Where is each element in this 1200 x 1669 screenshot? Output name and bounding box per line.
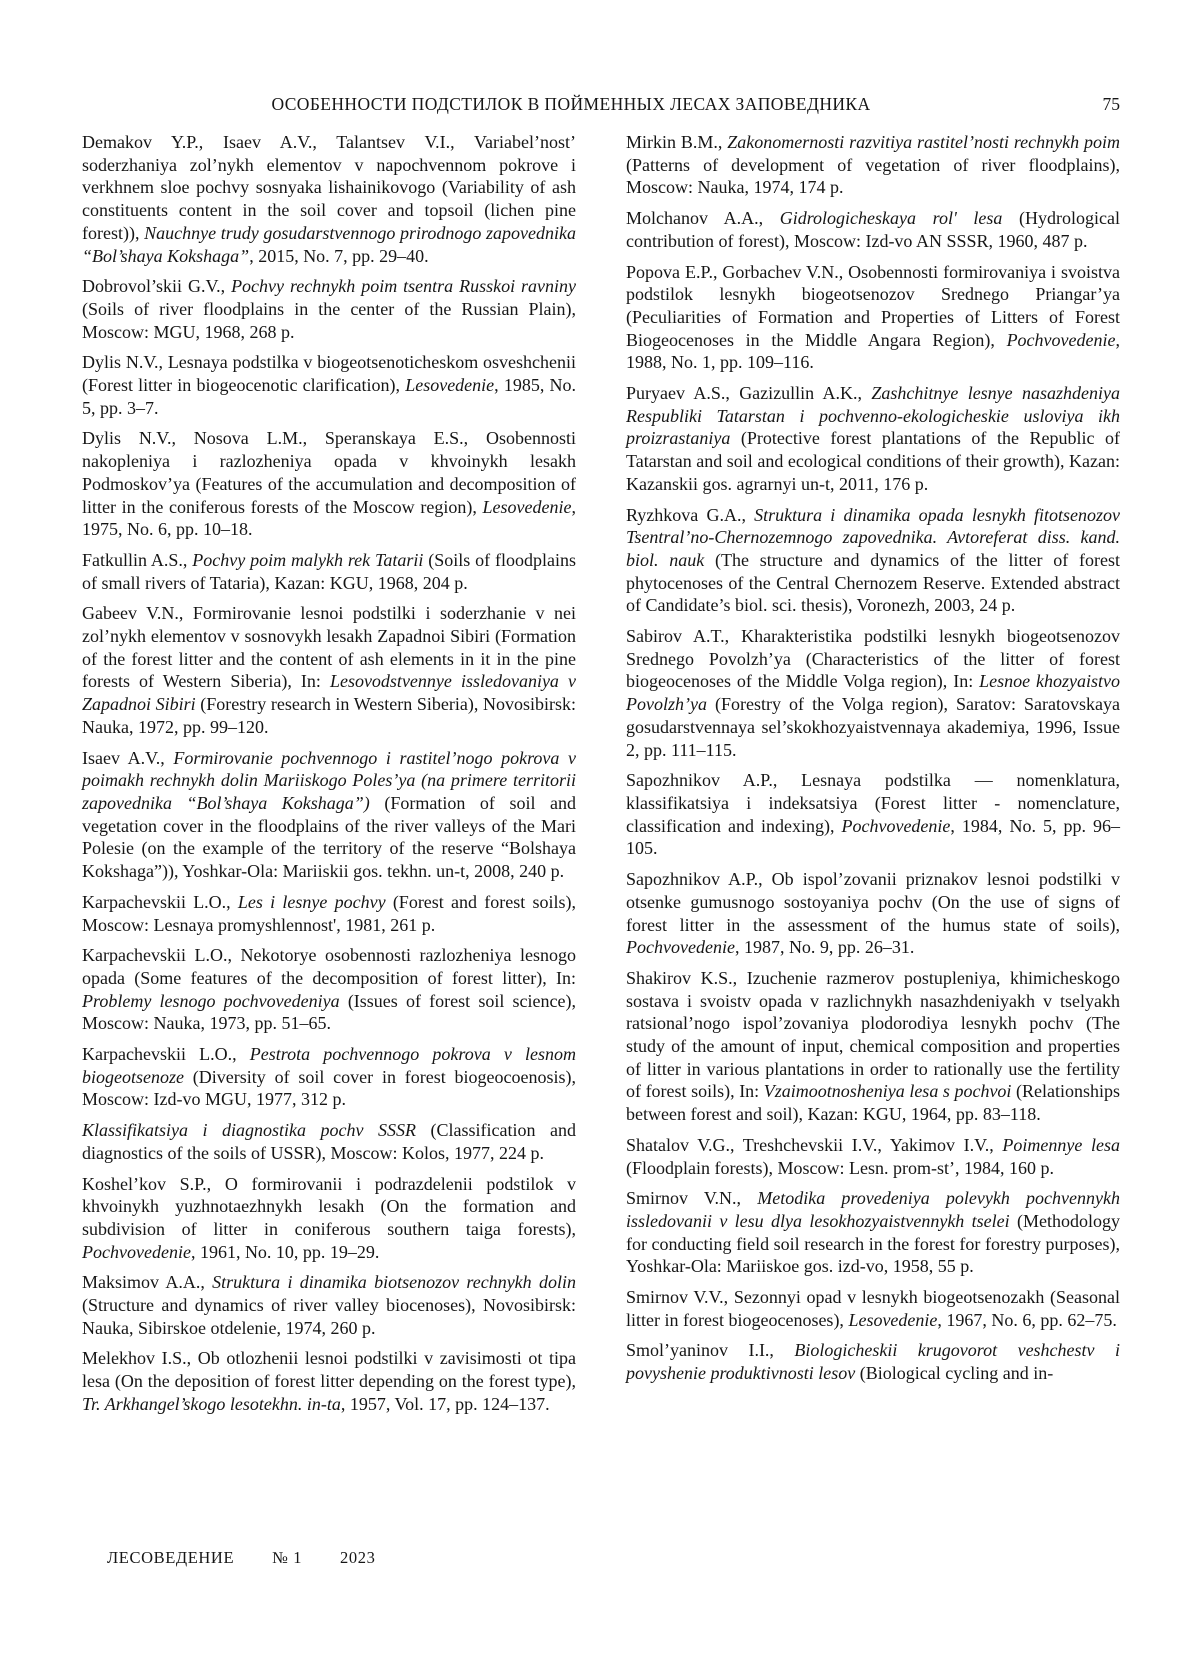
reference-entry: Smirnov V.V., Sezonnyi opad v lesnykh biogeotsenozakh (Seasonal litter in forest biogeocenoses), Lesovedenie, 1967, No. 6, pp. 62–75. xyxy=(626,1287,1120,1330)
journal-name: ЛЕСОВЕДЕНИЕ xyxy=(107,1548,235,1567)
reference-entry: Mirkin B.M., Zakonomernosti razvitiya rastitel’nosti rechnykh poim (Patterns of development of vegetation of river floodplains), Moscow: Nauka, 1974, 174 p. xyxy=(626,132,1120,198)
reference-entry: Sabirov A.T., Kharakteristika podstilki lesnykh biogeotsenozov Srednego Povolzh’ya (Characteristics of the litter of forest biogeocenoses of the Middle Volga region), In: Lesnoe khozyaistvo Povolzh’ya (Forestry of the Volga region), Saratov: Saratovskaya gosudarstvennaya sel’skokhozyaistvennaya akademiya, 1996, Issue 2, pp. 111–115. xyxy=(626,626,1120,760)
reference-entry: Demakov Y.P., Isaev A.V., Talantsev V.I., Variabel’nost’ soderzhaniya zol’nykh elementov v napochvennom pokrove i verkhnem sloe pochvy sosnyaka lishainikovogo (Variability of ash constituents content in the soil cover and topsoil (lichen pine forest)), Nauchnye trudy gosudarstvennogo prirodnogo zapovednika “Bol’shaya Kokshaga”, 2015, No. 7, pp. 29–40. xyxy=(82,132,576,266)
publication-year: 2023 xyxy=(340,1548,376,1567)
reference-entry: Shakirov K.S., Izuchenie razmerov postupleniya, khimicheskogo sostava i svoistv opada v razlichnykh nasazhdeniyakh v tselyakh ratsional’nogo ispol’zovaniya plodorodiya lesnykh pochv (The study of the amount of input, chemical composition and properties of litter in various plantations in order to rationally use the fertility of forest soils), In: Vzaimootnosheniya lesa s pochvoi (Relationships between forest and soil), Kazan: KGU, 1964, pp. 83–118. xyxy=(626,967,1120,1125)
reference-entry: Karpachevskii L.O., Nekotorye osobennosti razlozheniya lesnogo opada (Some features of the decomposition of forest litter), In: Problemy lesnogo pochvovedeniya (Issues of forest soil science), Moscow: Nauka, 1973, pp. 51–65. xyxy=(82,945,576,1034)
reference-entry: Maksimov A.A., Struktura i dinamika biotsenozov rechnykh dolin (Structure and dynamics of river valley biocenoses), Novosibirsk: Nauka, Sibirskoe otdelenie, 1974, 260 p. xyxy=(82,1272,576,1338)
reference-entry: Sapozhnikov A.P., Lesnaya podstilka — nomenklatura, klassifikatsiya i indeksatsiya (Forest litter - nomenclature, classification and indexing), Pochvovedenie, 1984, No. 5, pp. 96–105. xyxy=(626,770,1120,859)
reference-entry: Karpachevskii L.O., Les i lesnye pochvy (Forest and forest soils), Moscow: Lesnaya promyshlennost', 1981, 261 p. xyxy=(82,891,576,935)
journal-footer xyxy=(107,1548,375,1568)
reference-entry: Popova E.P., Gorbachev V.N., Osobennosti formirovaniya i svoistva podstilok lesnykh biogeotsenozov Srednego Priangar’ya (Peculiarities of Formation and Properties of Litters of Forest Biogeocenoses in the Middle Angara Region), Pochvovedenie, 1988, No. 1, pp. 109–116. xyxy=(626,261,1120,373)
reference-entry: Koshel’kov S.P., O formirovanii i podrazdelenii podstilok v khvoinykh yuzhnotaezhnykh lesakh (On the formation and subdivision of litter in coniferous southern taiga forests), Pochvovedenie, 1961, No. 10, pp. 19–29. xyxy=(82,1173,576,1262)
reference-entry: Isaev A.V., Formirovanie pochvennogo i rastitel’nogo pokrova v poimakh rechnykh dolin Mariiskogo Poles’ya (na primere territorii zapovednika “Bol’shaya Kokshaga”) (Formation of soil and vegetation cover in the floodplains of the river valleys of the Mari Polesie (on the example of the territory of the reserve “Bolshaya Kokshaga”)), Yoshkar-Ola: Mariiskii gos. tekhn. un-t, 2008, 240 p. xyxy=(82,747,577,882)
reference-entry: Smirnov V.N., Metodika provedeniya polevykh pochvennykh issledovanii v lesu dlya lesokhozyaistvennykh tselei (Methodology for conducting field soil research in the forest for forestry purposes), Yoshkar-Ola: Mariiskoe gos. izd-vo, 1958, 55 p. xyxy=(626,1188,1120,1277)
reference-entry: Gabeev V.N., Formirovanie lesnoi podstilki i soderzhanie v nei zol’nykh elementov v sosnovykh lesakh Zapadnoi Sibiri (Formation of the forest litter and the content of ash elements in it in the pine forests of Western Siberia), In: Lesovodstvennye issledovaniya v Zapadnoi Sibiri (Forestry research in Western Siberia), Novosibirsk: Nauka, 1972, pp. 99–120. xyxy=(82,603,576,737)
issue-number: № 1 xyxy=(272,1548,303,1567)
page-number: 75 xyxy=(1102,94,1120,114)
reference-entry: Fatkullin A.S., Pochvy poim malykh rek Tatarii (Soils of floodplains of small rivers of Tataria), Kazan: KGU, 1968, 204 p. xyxy=(82,549,576,593)
reference-entry: Puryaev A.S., Gazizullin A.K., Zashchitnye lesnye nasazhdeniya Respubliki Tatarstan i pochvenno-ekologicheskie usloviya ikh proizrastaniya (Protective forest plantations of the Republic of Tatarstan and soil and ecological conditions of their growth), Kazan: Kazanskii gos. agrarnyi un-t, 2011, 176 p. xyxy=(626,383,1120,494)
reference-entry: Melekhov I.S., Ob otlozhenii lesnoi podstilki v zavisimosti ot tipa lesa (On the deposition of forest litter depending on the forest type), Tr. Arkhangel’skogo lesotekhn. in-ta, 1957, Vol. 17, pp. 124–137. xyxy=(82,1348,576,1414)
reference-entry: Molchanov A.A., Gidrologicheskaya rol' lesa (Hydrological contribution of forest), Moscow: Izd-vo AN SSSR, 1960, 487 p. xyxy=(626,208,1120,251)
reference-entry: Klassifikatsiya i diagnostika pochv SSSR (Classification and diagnostics of the soils of USSR), Moscow: Kolos, 1977, 224 p. xyxy=(82,1120,576,1163)
page-title: ОСОБЕННОСТИ ПОДСТИЛОК В ПОЙМЕННЫХ ЛЕСАХ ЗАПОВЕДНИКА xyxy=(271,94,871,114)
reference-entry: Sapozhnikov A.P., Ob ispol’zovanii priznakov lesnoi podstilki v otsenke gumusnogo sostoyaniya pochv (On the use of signs of forest litter in the assessment of the humus state of soils), Pochvovedenie, 1987, No. 9, pp. 26–31. xyxy=(626,869,1120,958)
references-column-left xyxy=(82,131,576,1424)
reference-entry: Dobrovol’skii G.V., Pochvy rechnykh poim tsentra Russkoi ravniny (Soils of river floodplains in the center of the Russian Plain), Moscow: MGU, 1968, 268 p. xyxy=(82,276,576,342)
running-head xyxy=(82,94,1120,118)
references-section xyxy=(82,131,1120,1424)
reference-entry: Karpachevskii L.O., Pestrota pochvennogo pokrova v lesnom biogeotsenoze (Diversity of soil cover in forest biogeocoenosis), Moscow: Izd-vo MGU, 1977, 312 p. xyxy=(82,1044,576,1110)
reference-entry: Shatalov V.G., Treshchevskii I.V., Yakimov I.V., Poimennye lesa (Floodplain forests), Moscow: Lesn. prom-st’, 1984, 160 p. xyxy=(626,1134,1120,1178)
reference-entry: Smol’yaninov I.I., Biologicheskii krugovorot veshchestv i povyshenie produktivnosti lesov (Biological cycling and in- xyxy=(626,1340,1120,1384)
references-column-right xyxy=(626,131,1120,1424)
reference-entry: Ryzhkova G.A., Struktura i dinamika opada lesnykh fitotsenozov Tsentral’no-Chernozemnogo zapovednika. Avtoreferat diss. kand. biol. nauk (The structure and dynamics of the litter of forest phytocenoses of the Central Chernozem Reserve. Extended abstract of Candidate’s biol. sci. thesis), Voronezh, 2003, 24 p. xyxy=(626,504,1120,616)
reference-entry: Dylis N.V., Nosova L.M., Speranskaya E.S., Osobennosti nakopleniya i razlozheniya opada v khvoinykh lesakh Podmoskov’ya (Features of the accumulation and decomposition of litter in the coniferous forests of the Moscow region), Lesovedenie, 1975, No. 6, pp. 10–18. xyxy=(82,428,576,540)
reference-entry: Dylis N.V., Lesnaya podstilka v biogeotsenoticheskom osveshchenii (Forest litter in biogeocenotic clarification), Lesovedenie, 1985, No. 5, pp. 3–7. xyxy=(82,352,576,418)
